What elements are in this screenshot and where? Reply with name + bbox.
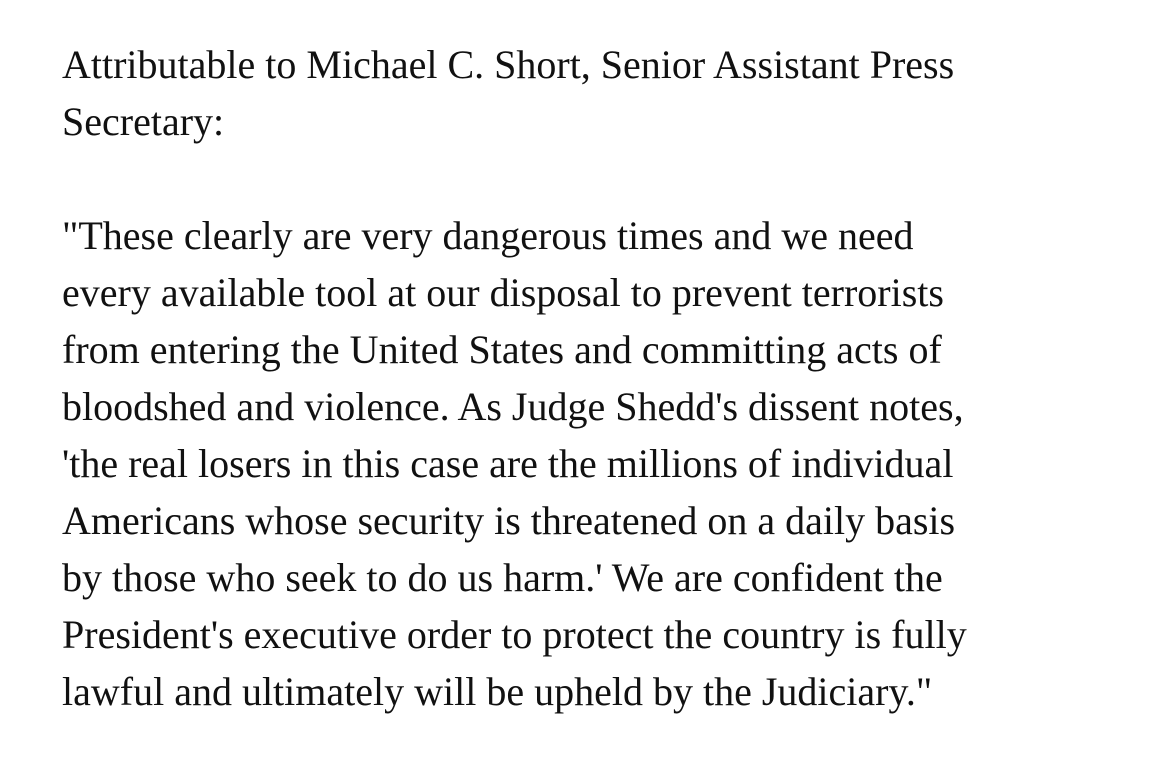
statement-line: President's executive order to protect the country is fully [62,612,967,657]
statement-line: by those who seek to do us harm.' We are confident the [62,555,943,600]
attribution-line: Secretary: [62,99,225,144]
attribution-line: Attributable to Michael C. Short, Senior Assistant Press [62,42,955,87]
attribution-paragraph [62,36,1142,150]
statement-line: lawful and ultimately will be upheld by the Judiciary." [62,669,933,714]
statement-line: 'the real losers in this case are the millions of individual [62,441,954,486]
paragraph-spacer [62,150,1142,207]
statement-line: Americans whose security is threatened on a daily basis [62,498,956,543]
statement-line: "These clearly are very dangerous times and we need [62,213,914,258]
statement-line: from entering the United States and committing acts of [62,327,942,372]
press-statement-document [62,36,1142,720]
statement-paragraph [62,207,1142,720]
statement-line: bloodshed and violence. As Judge Shedd's dissent notes, [62,384,964,429]
statement-line: every available tool at our disposal to prevent terrorists [62,270,944,315]
